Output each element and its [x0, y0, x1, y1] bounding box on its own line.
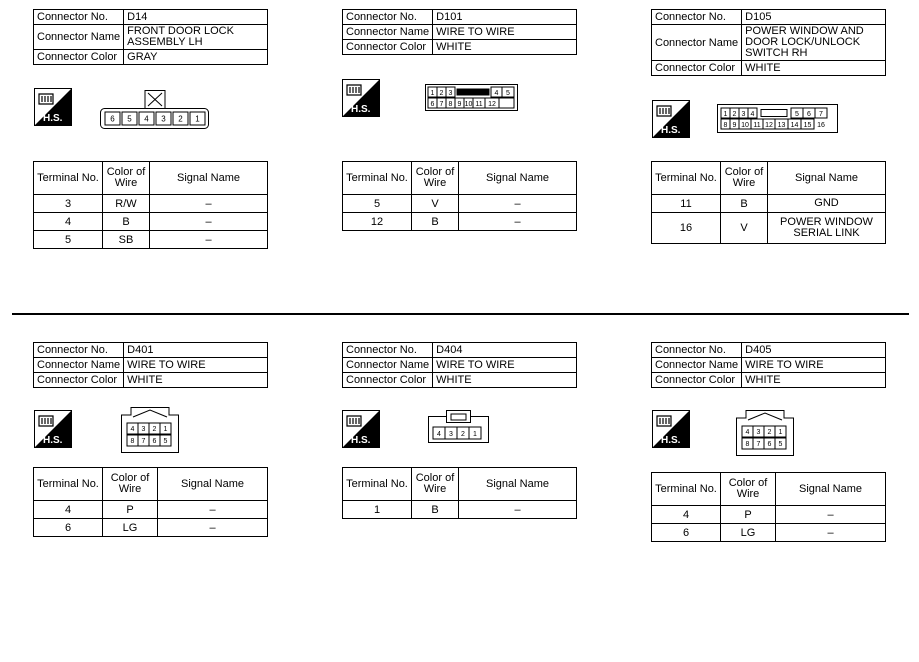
- table-row: 3 R/W –: [34, 195, 268, 213]
- connector-no-label: Connector No.: [343, 10, 433, 25]
- connector-info-d101: [342, 9, 577, 55]
- wire-color-header: Color of Wire: [412, 468, 459, 501]
- terminal-no-header: Terminal No.: [652, 473, 721, 506]
- svg-text:2: 2: [461, 431, 465, 438]
- svg-text:H.S.: H.S.: [43, 113, 63, 124]
- connector-no-label: Connector No.: [34, 10, 124, 25]
- wire-color-header: Color of Wire: [103, 162, 150, 195]
- svg-text:5: 5: [163, 438, 168, 445]
- connector-color-value: GRAY: [124, 50, 268, 65]
- svg-text:4: 4: [745, 429, 750, 436]
- svg-text:7: 7: [819, 111, 823, 118]
- svg-text:9: 9: [457, 101, 462, 108]
- connector-name-value: WIRE TO WIRE: [124, 358, 268, 373]
- svg-text:6: 6: [430, 101, 435, 108]
- svg-text:5: 5: [127, 114, 132, 124]
- connector-face-d404: [428, 410, 490, 443]
- svg-text:4: 4: [494, 90, 499, 97]
- connector-name-label: Connector Name: [34, 25, 124, 50]
- signal-name-header: Signal Name: [776, 473, 886, 506]
- harness-side-icon: [342, 410, 380, 448]
- svg-text:7: 7: [439, 101, 444, 108]
- svg-text:5: 5: [778, 441, 783, 448]
- terminal-table-d101: [342, 161, 577, 231]
- svg-text:4: 4: [130, 426, 135, 433]
- connector-color-value: WHITE: [124, 373, 268, 388]
- connector-face-d105: [717, 104, 839, 134]
- svg-text:10: 10: [464, 101, 473, 108]
- terminal-no-header: Terminal No.: [343, 468, 412, 501]
- svg-text:2: 2: [732, 111, 737, 118]
- connector-face-d401: [121, 407, 179, 453]
- table-row: 6 LG –: [652, 524, 886, 542]
- connector-no-value: D404: [433, 343, 577, 358]
- table-row: 5 V –: [343, 195, 577, 213]
- svg-text:1: 1: [473, 431, 477, 438]
- terminal-table-d404: [342, 467, 577, 519]
- connector-name-label: Connector Name: [343, 25, 433, 40]
- table-row: 4 P –: [34, 501, 268, 519]
- terminal-table-d401: [33, 467, 268, 537]
- table-row: 12 B –: [343, 213, 577, 231]
- connector-color-label: Connector Color: [343, 40, 433, 55]
- svg-text:H.S.: H.S.: [351, 104, 371, 115]
- svg-text:15: 15: [803, 122, 812, 129]
- svg-text:6: 6: [110, 114, 115, 124]
- connector-name-label: Connector Name: [652, 25, 742, 61]
- terminal-table-d105: [651, 161, 886, 244]
- terminal-table-d405: [651, 472, 886, 542]
- svg-text:11: 11: [475, 101, 483, 108]
- harness-side-icon: [34, 410, 72, 448]
- connector-color-value: WHITE: [433, 40, 577, 55]
- connector-color-label: Connector Color: [652, 61, 742, 76]
- connector-no-value: D14: [124, 10, 268, 25]
- svg-text:8: 8: [723, 122, 728, 129]
- svg-text:10: 10: [741, 122, 749, 129]
- harness-side-icon: [652, 100, 690, 138]
- terminal-no-header: Terminal No.: [343, 162, 412, 195]
- terminal-no-header: Terminal No.: [34, 468, 103, 501]
- svg-text:H.S.: H.S.: [661, 435, 681, 446]
- svg-text:8: 8: [448, 101, 453, 108]
- svg-text:2: 2: [152, 426, 157, 433]
- svg-text:9: 9: [732, 122, 737, 129]
- connector-color-value: WHITE: [433, 373, 577, 388]
- svg-text:5: 5: [795, 111, 799, 118]
- wire-color-header: Color of Wire: [412, 162, 459, 195]
- connector-no-value: D405: [742, 343, 886, 358]
- table-row: 1 B –: [343, 501, 577, 519]
- svg-text:1: 1: [723, 111, 728, 118]
- svg-text:11: 11: [753, 122, 761, 129]
- svg-text:3: 3: [448, 90, 453, 97]
- signal-name-header: Signal Name: [158, 468, 268, 501]
- signal-name-header: Signal Name: [459, 468, 577, 501]
- connector-color-label: Connector Color: [652, 373, 742, 388]
- connector-info-d405: [651, 342, 886, 388]
- signal-name-header: Signal Name: [768, 162, 886, 195]
- wire-color-header: Color of Wire: [103, 468, 158, 501]
- connector-no-label: Connector No.: [343, 343, 433, 358]
- svg-text:3: 3: [161, 114, 166, 124]
- svg-text:4: 4: [750, 111, 755, 118]
- connector-face-d405: [736, 410, 794, 456]
- table-row: 5 SB –: [34, 231, 268, 249]
- svg-text:4: 4: [437, 431, 441, 438]
- svg-text:3: 3: [756, 429, 761, 436]
- table-row: 11 B GND: [652, 195, 886, 213]
- connector-info-d404: [342, 342, 577, 388]
- connector-no-label: Connector No.: [652, 343, 742, 358]
- connector-no-value: D105: [742, 10, 886, 25]
- wire-color-header: Color of Wire: [721, 162, 768, 195]
- harness-side-icon: [342, 79, 380, 117]
- svg-text:8: 8: [745, 441, 750, 448]
- connector-name-label: Connector Name: [343, 358, 433, 373]
- terminal-table-d14: [33, 161, 268, 249]
- connector-no-label: Connector No.: [652, 10, 742, 25]
- connector-no-value: D401: [124, 343, 268, 358]
- svg-text:6: 6: [807, 111, 811, 118]
- connector-color-label: Connector Color: [343, 373, 433, 388]
- terminal-no-header: Terminal No.: [652, 162, 721, 195]
- svg-text:H.S.: H.S.: [351, 435, 371, 446]
- svg-text:12: 12: [765, 122, 773, 129]
- svg-text:7: 7: [756, 441, 761, 448]
- svg-text:1: 1: [778, 429, 783, 436]
- connector-name-value: POWER WINDOW AND DOOR LOCK/UNLOCK SWITCH RH: [742, 25, 886, 61]
- connector-color-label: Connector Color: [34, 50, 124, 65]
- table-row: 4 P –: [652, 506, 886, 524]
- svg-text:13: 13: [777, 122, 786, 129]
- connector-color-value: WHITE: [742, 373, 886, 388]
- connector-name-value: FRONT DOOR LOCK ASSEMBLY LH: [124, 25, 268, 50]
- section-divider: [12, 313, 909, 315]
- svg-text:2: 2: [178, 114, 183, 124]
- connector-info-d105: [651, 9, 886, 76]
- table-row: 4 B –: [34, 213, 268, 231]
- connector-name-value: WIRE TO WIRE: [433, 25, 577, 40]
- connector-info-d401: [33, 342, 268, 388]
- signal-name-header: Signal Name: [459, 162, 577, 195]
- svg-text:3: 3: [449, 431, 453, 438]
- svg-text:16: 16: [817, 122, 825, 129]
- svg-text:2: 2: [767, 429, 772, 436]
- svg-text:H.S.: H.S.: [43, 435, 63, 446]
- svg-text:1: 1: [195, 114, 200, 124]
- svg-text:6: 6: [152, 438, 157, 445]
- svg-text:8: 8: [130, 438, 135, 445]
- svg-text:4: 4: [144, 114, 149, 124]
- connector-no-label: Connector No.: [34, 343, 124, 358]
- svg-text:3: 3: [141, 426, 146, 433]
- harness-side-icon: [34, 88, 72, 126]
- table-row: 16 V POWER WINDOW SERIAL LINK: [652, 213, 886, 244]
- svg-text:1: 1: [430, 90, 435, 97]
- svg-text:1: 1: [163, 426, 168, 433]
- svg-text:7: 7: [141, 438, 146, 445]
- harness-side-icon: [652, 410, 690, 448]
- connector-color-value: WHITE: [742, 61, 886, 76]
- connector-name-label: Connector Name: [652, 358, 742, 373]
- connector-info-d14: [33, 9, 268, 65]
- connector-name-value: WIRE TO WIRE: [742, 358, 886, 373]
- connector-face-d101: [425, 84, 519, 112]
- signal-name-header: Signal Name: [150, 162, 268, 195]
- svg-text:14: 14: [790, 122, 799, 129]
- svg-text:5: 5: [506, 90, 510, 97]
- svg-text:H.S.: H.S.: [661, 125, 681, 136]
- connector-name-label: Connector Name: [34, 358, 124, 373]
- connector-no-value: D101: [433, 10, 577, 25]
- svg-text:6: 6: [767, 441, 772, 448]
- connector-color-label: Connector Color: [34, 373, 124, 388]
- wire-color-header: Color of Wire: [721, 473, 776, 506]
- connector-face-d14: [100, 90, 210, 130]
- svg-text:3: 3: [741, 111, 746, 118]
- svg-text:2: 2: [439, 90, 444, 97]
- svg-text:12: 12: [488, 101, 496, 108]
- terminal-no-header: Terminal No.: [34, 162, 103, 195]
- table-row: 6 LG –: [34, 519, 268, 537]
- connector-name-value: WIRE TO WIRE: [433, 358, 577, 373]
